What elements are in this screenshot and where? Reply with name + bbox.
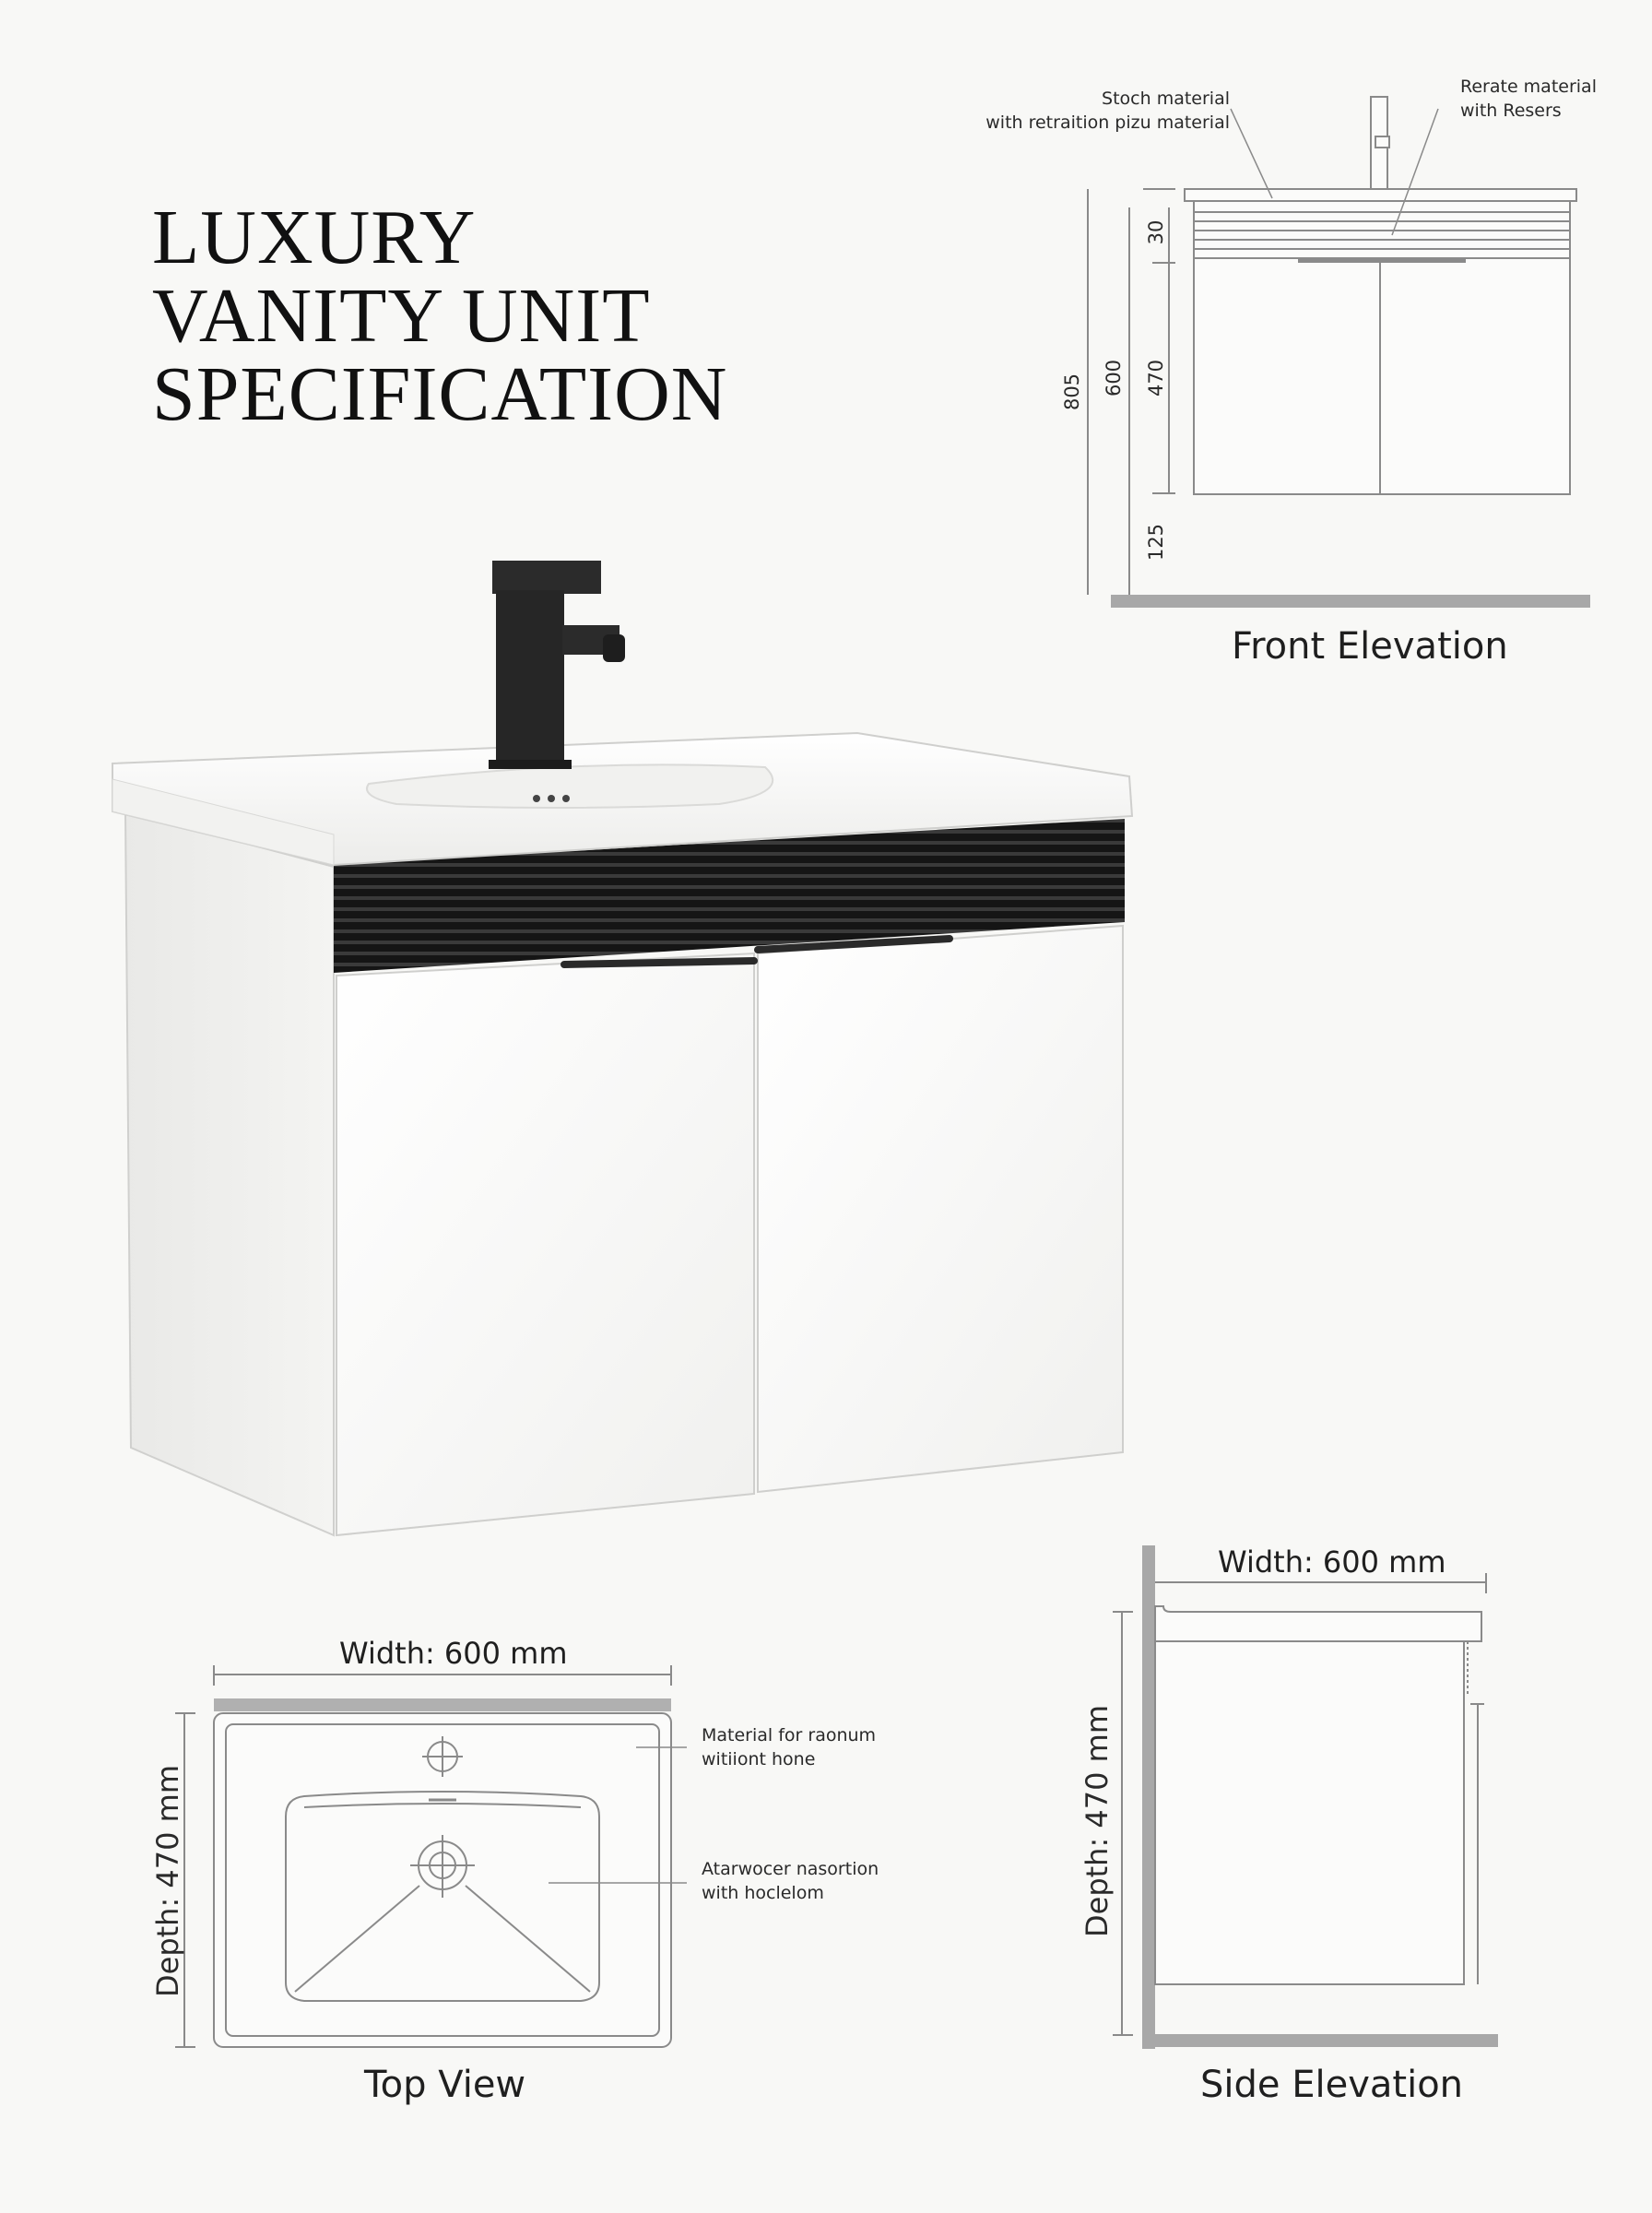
dim-cabinet-height: 600 (1103, 359, 1125, 397)
front-note-left (985, 87, 1230, 135)
cabinet-door-left (336, 953, 754, 1535)
title-line-2: VANITY UNIT (152, 273, 651, 359)
dim-overall-height: 805 (1061, 373, 1083, 411)
wall-line (1142, 1545, 1155, 2049)
front-note-left-line-1: Stoch material (1102, 89, 1230, 109)
dim-top-band: 30 (1145, 219, 1167, 245)
top-view-note-2-line-1: Atarwocer nasortion (702, 1859, 879, 1879)
front-note-right-line-2: with Resers (1460, 101, 1562, 121)
floor-line-side (1142, 2034, 1498, 2047)
top-view-note-1-line-2: witiiont hone (702, 1749, 816, 1769)
front-note-right (1460, 75, 1597, 123)
side-elevation-caption: Side Elevation (1200, 2064, 1464, 2106)
side-elevation-width-label: Width: 600 mm (1218, 1544, 1446, 1580)
dim-bottom-gap: 125 (1145, 523, 1167, 562)
side-elevation-depth-label: Depth: 470 mm (1080, 1704, 1115, 1938)
top-view-note-1-line-1: Material for raonum (702, 1725, 877, 1746)
top-view-width-label: Width: 600 mm (339, 1636, 568, 1671)
top-view-note-2-line-2: with hoclelom (702, 1883, 824, 1903)
cabinet-door-right (758, 926, 1123, 1492)
side-elevation (0, 1531, 1652, 2084)
top-view-caption: Top View (364, 2064, 526, 2106)
dim-door-height: 470 (1145, 359, 1167, 397)
cabinet-side-panel (125, 811, 334, 1535)
title-line-1: LUXURY (152, 195, 477, 280)
front-note-left-line-2: with retraition pizu material (985, 112, 1230, 133)
front-note-right-line-1: Rerate material (1460, 77, 1597, 97)
title-line-3: SPECIFICATION (152, 351, 728, 437)
front-elevation (0, 0, 1652, 682)
floor-line (1111, 595, 1590, 608)
front-elevation-caption: Front Elevation (1232, 625, 1508, 668)
top-view-depth-label: Depth: 470 mm (150, 1764, 185, 1998)
